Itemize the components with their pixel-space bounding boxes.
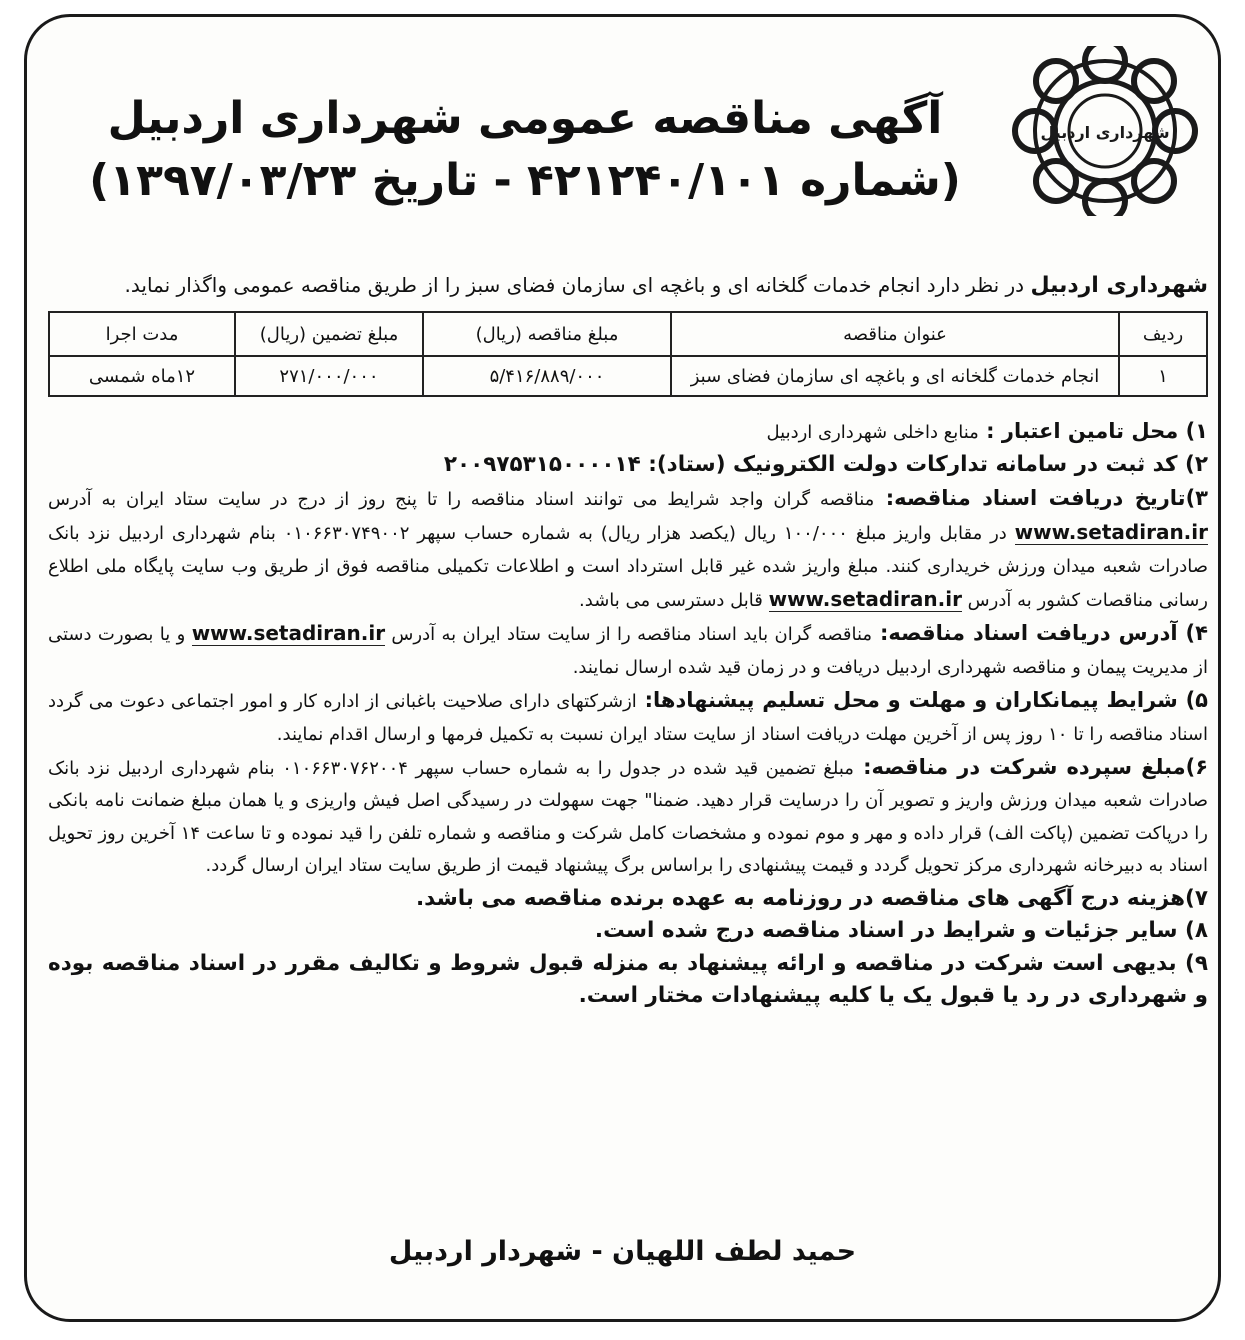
setadiran-link[interactable]: www.setadiran.ir — [768, 587, 962, 612]
table-row — [49, 356, 1207, 396]
item-8: ۸) سایر جزئیات و شرایط در اسناد مناقصه درج شده است. — [594, 918, 1208, 944]
col-guarantee: مبلغ تضمین (ریال) — [235, 312, 423, 356]
cell-row: ۱ — [1119, 356, 1207, 396]
cell-duration: ۱۲ماه شمسی — [49, 356, 235, 396]
item-1 — [48, 415, 1208, 449]
notice-content — [48, 268, 1208, 1012]
item-4-text-b: و یا بصورت دستی از مدیریت پیمان و مناقصه شهرداری اردبیل دریافت و در زمان قید شده ارسال نمایند. — [48, 624, 1208, 678]
col-duration: مدت اجرا — [49, 312, 235, 356]
item-3-head: ۳)تاریخ دریافت اسناد مناقصه: — [874, 485, 1208, 510]
item-9: ۹) بدیهی است شرکت در مناقصه و ارائه پیشنهاد به منزله قبول شروط و تکالیف مقرر در اسناد مناقصه بوده و شهرداری در رد یا قبول یک یا کلیه پیشنهادات مختار است. — [48, 950, 1208, 1008]
intro-text: در نظر دارد انجام خدمات گلخانه ای و باغچه ای سازمان فضای سبز را از طریق مناقصه عمومی واگذار نماید. — [124, 273, 1031, 297]
item-6 — [48, 751, 1208, 883]
col-row: ردیف — [1119, 312, 1207, 356]
item-1-text: منابع داخلی شهرداری اردبیل — [766, 422, 979, 443]
col-amount: مبلغ مناقصه (ریال) — [423, 312, 671, 356]
item-3-text-b: در مقابل واریز مبلغ ۱۰۰/۰۰۰ ریال (یکصد هزار ریال) به شماره حساب سپهر ۰۱۰۶۶۳۰۷۴۹۰۰۲ بنام شهرداری اردبیل نزد بانک صادرات شعبه میدان ورزش خریداری کنند. مبلغ واریز شده غیر قابل استرداد است و اطلاعات تکمیلی مناقصه فوق از طریق وب سایت پایگاه ملی اطلاع رسانی مناقصات کشور به آدرس — [48, 523, 1208, 612]
notice-header — [40, 40, 1205, 220]
intro-paragraph — [48, 268, 1208, 303]
item-7: ۷)هزینه درج آگهی های مناقصه در روزنامه به عهده برنده مناقصه می باشد. — [416, 885, 1208, 911]
item-1-head: ۱) محل تامین اعتبار : — [978, 419, 1208, 443]
notice-number-date: (شماره ۴۲۱۲۴۰/۱۰۱ - تاریخ ۱۳۹۷/۰۳/۲۳) — [89, 155, 961, 206]
cell-title: انجام خدمات گلخانه ای و باغچه ای سازمان فضای سبز — [671, 356, 1119, 396]
item-6-text: مبلغ تضمین قید شده در جدول را به شماره حساب سپهر ۰۱۰۶۶۳۰۷۶۲۰۰۴ بنام شهرداری اردبیل نزد بانک صادرات شعبه میدان ورزش واریز و تصویر آن را درسایت قرار دهید. ضمنا" جهت سهولت در رسیدگی اصل فیش واریزی و یا همان مبلغ ضمانت نامه بانکی را درپاکت تضمین (پاکت الف) قرار داده و مهر و موم نموده و مشخصات کامل شرکت و مناقصه و شماره تلفن را قید نموده و تا ساعت ۱۴ آخرین روز تحویل اسناد به دبیرخانه شهرداری مرکز تحویل گردد و قیمت پیشنهادی را براساس برگ پیشنهاد قیمت از طریق سایت ستاد ایران ارسال گردد. — [48, 758, 1209, 877]
tender-table — [48, 311, 1208, 397]
item-4-head: ۴) آدرس دریافت اسناد مناقصه: — [872, 621, 1208, 646]
item-4-text-a: مناقصه گران باید اسناد مناقصه را از سایت ستاد ایران به آدرس — [385, 624, 873, 646]
municipality-logo — [1005, 46, 1205, 216]
item-4 — [48, 617, 1208, 684]
item-3-text-c: قابل دسترسی می باشد. — [579, 590, 769, 612]
item-3-text-a: مناقصه گران واجد شرایط می توانند اسناد مناقصه را تا پنج روز از درج در سایت ستاد ایران به آدرس — [48, 488, 875, 510]
item-5-text: ازشرکتهای دارای صلاحیت باغبانی از اداره کار و امور اجتماعی دعوت می گردد اسناد مناقصه را تا ۱۰ روز پس از آخرین مهلت دریافت اسناد از سایت ستاد ایران نسبت به تکمیل فرمها و ارسال اقدام نمایند. — [48, 691, 1208, 745]
table-header-row — [49, 312, 1207, 356]
item-6-head: ۶)مبلغ سپرده شرکت در مناقصه: — [853, 755, 1209, 780]
item-5 — [48, 684, 1208, 751]
cell-guarantee: ۲۷۱/۰۰۰/۰۰۰ — [235, 356, 423, 396]
title-block — [75, 88, 975, 212]
signature: حمید لطف اللهیان - شهردار اردبیل — [388, 1236, 857, 1267]
cell-amount: ۵/۴۱۶/۸۸۹/۰۰۰ — [423, 356, 671, 396]
logo-text: شهرداری اردبیل — [1040, 123, 1170, 142]
notice-title: آگهی مناقصه عمومی شهرداری اردبیل — [107, 93, 943, 144]
notice-items — [48, 415, 1208, 1012]
setadiran-link[interactable]: www.setadiran.ir — [1014, 520, 1208, 545]
item-3 — [48, 482, 1208, 618]
setadiran-link[interactable]: www.setadiran.ir — [191, 621, 386, 646]
col-title: عنوان مناقصه — [671, 312, 1119, 356]
item-5-head: ۵) شرایط پیمانکاران و مهلت و محل تسلیم پیشنهادها: — [636, 688, 1208, 713]
intro-org: شهرداری اردبیل — [1030, 273, 1208, 298]
item-2: ۲) کد ثبت در سامانه تدارکات دولت الکترونیک (ستاد): ۲۰۰۹۷۵۳۱۵۰۰۰۰۱۴ — [443, 452, 1208, 478]
